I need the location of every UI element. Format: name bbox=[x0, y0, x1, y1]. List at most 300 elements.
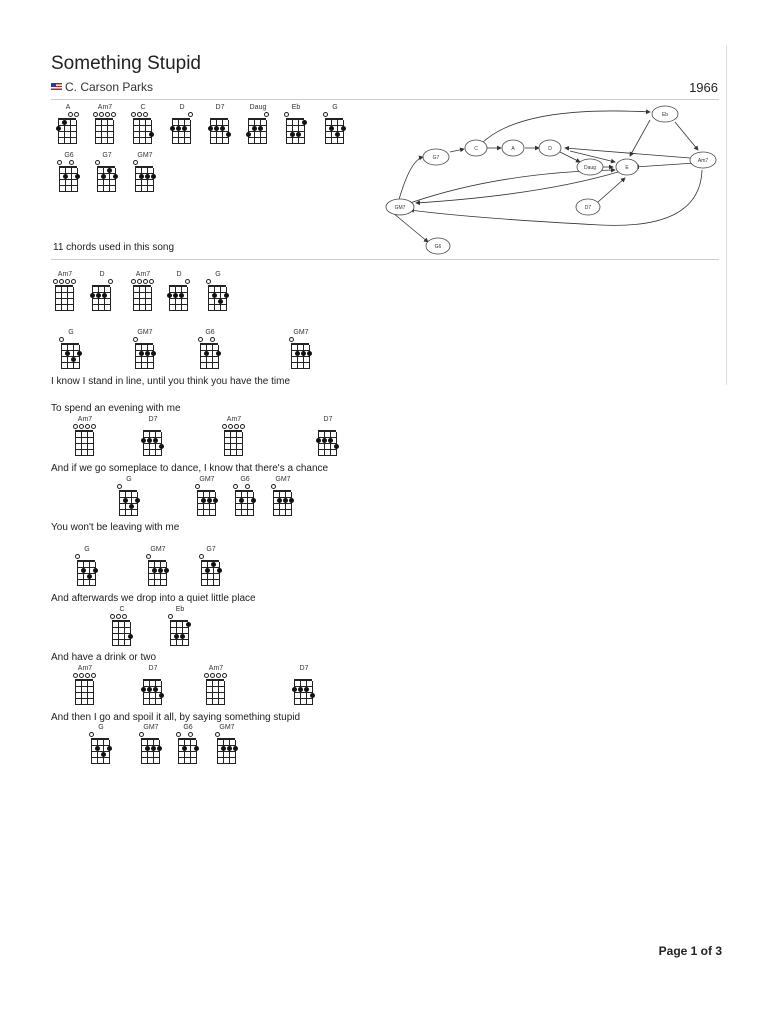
open-string-marker bbox=[284, 112, 289, 117]
diagram-node-label: Eb bbox=[661, 112, 669, 118]
chord-name: GM7 bbox=[143, 724, 159, 731]
fret-line bbox=[75, 443, 93, 444]
fret-line bbox=[112, 639, 130, 640]
finger-dot bbox=[201, 498, 206, 503]
finger-dot bbox=[141, 687, 146, 692]
finger-dot bbox=[307, 351, 312, 356]
chord-am7 bbox=[73, 415, 95, 456]
string-line bbox=[309, 345, 310, 369]
string-line bbox=[216, 120, 217, 144]
chord-name: D bbox=[179, 104, 185, 111]
fretboard bbox=[294, 679, 312, 705]
chord-gm7 bbox=[133, 151, 155, 192]
chord-am7 bbox=[93, 103, 115, 144]
fret-line bbox=[75, 437, 93, 438]
finger-dot bbox=[173, 293, 178, 298]
chord-name: Am7 bbox=[208, 665, 224, 672]
string-line bbox=[218, 345, 219, 369]
finger-dot bbox=[302, 120, 307, 125]
fretboard bbox=[235, 490, 253, 516]
fret-line bbox=[208, 298, 226, 299]
finger-dot bbox=[289, 498, 294, 503]
finger-dot bbox=[56, 126, 61, 131]
finger-dot bbox=[174, 634, 179, 639]
string-line bbox=[294, 681, 295, 705]
fret-line bbox=[248, 131, 266, 132]
string-line bbox=[178, 740, 179, 764]
string-line bbox=[203, 492, 204, 516]
open-string-marker bbox=[65, 279, 70, 284]
fret-line bbox=[170, 633, 188, 634]
open-string-marker bbox=[105, 112, 110, 117]
string-line bbox=[223, 740, 224, 764]
fretboard bbox=[224, 430, 242, 456]
string-line bbox=[196, 740, 197, 764]
chord-progression-diagram bbox=[380, 100, 725, 260]
open-string-marker bbox=[69, 160, 74, 165]
chord-am7 bbox=[73, 664, 95, 705]
open-string-marker bbox=[122, 614, 127, 619]
fret-line bbox=[112, 633, 130, 634]
string-line bbox=[273, 492, 274, 516]
fret-line bbox=[133, 310, 151, 311]
open-string-marker bbox=[99, 112, 104, 117]
chord-name: Am7 bbox=[77, 665, 93, 672]
finger-dot bbox=[128, 634, 133, 639]
fretboard bbox=[148, 560, 166, 586]
finger-dot bbox=[170, 126, 175, 131]
string-line bbox=[235, 740, 236, 764]
fretboard bbox=[206, 679, 224, 705]
fret-line bbox=[61, 356, 79, 357]
string-line bbox=[153, 740, 154, 764]
fret-line bbox=[208, 304, 226, 305]
string-line bbox=[75, 432, 76, 456]
fret-line bbox=[325, 131, 343, 132]
open-string-marker bbox=[323, 112, 328, 117]
finger-dot bbox=[139, 351, 144, 356]
string-line bbox=[242, 432, 243, 456]
finger-dot bbox=[328, 438, 333, 443]
chord-g6 bbox=[233, 475, 255, 516]
chord-g7 bbox=[95, 151, 117, 192]
chord-g bbox=[59, 328, 81, 369]
chord-name: D7 bbox=[215, 104, 225, 111]
open-string-marker bbox=[71, 279, 76, 284]
string-line bbox=[209, 492, 210, 516]
fret-line bbox=[273, 509, 291, 510]
fret-line bbox=[235, 497, 253, 498]
open-string-marker bbox=[168, 614, 173, 619]
finger-dot bbox=[221, 746, 226, 751]
fret-line bbox=[294, 704, 312, 705]
fretboard bbox=[92, 285, 110, 311]
fret-line bbox=[291, 350, 309, 351]
finger-dot bbox=[233, 746, 238, 751]
open-string-marker bbox=[93, 112, 98, 117]
fretboard bbox=[178, 738, 196, 764]
string-line bbox=[81, 432, 82, 456]
open-string-marker bbox=[228, 424, 233, 429]
fretboard bbox=[201, 560, 219, 586]
finger-dot bbox=[96, 293, 101, 298]
diagram-node-label: Daug bbox=[584, 165, 596, 171]
fret-line bbox=[248, 137, 266, 138]
open-string-marker bbox=[146, 554, 151, 559]
finger-dot bbox=[81, 568, 86, 573]
string-line bbox=[254, 120, 255, 144]
string-line bbox=[97, 740, 98, 764]
open-string-marker bbox=[185, 279, 190, 284]
string-line bbox=[159, 740, 160, 764]
string-line bbox=[197, 492, 198, 516]
fret-line bbox=[169, 292, 187, 293]
fretboard bbox=[141, 738, 159, 764]
finger-dot bbox=[159, 444, 164, 449]
string-line bbox=[77, 168, 78, 192]
open-string-marker bbox=[210, 673, 215, 678]
fret-line bbox=[135, 368, 153, 369]
open-string-marker bbox=[206, 279, 211, 284]
fret-line bbox=[141, 757, 159, 758]
open-string-marker bbox=[233, 484, 238, 489]
lyric-line-7: And then I go and spoil it all, by saying something stupid bbox=[51, 712, 301, 723]
string-line bbox=[169, 287, 170, 311]
string-line bbox=[297, 345, 298, 369]
finger-dot bbox=[205, 568, 210, 573]
open-string-marker bbox=[79, 673, 84, 678]
chord-d7 bbox=[316, 415, 338, 456]
lyric-line-4: You won't be leaving with me bbox=[51, 522, 180, 533]
diagram-nodes bbox=[386, 106, 716, 254]
string-line bbox=[178, 120, 179, 144]
finger-dot bbox=[176, 126, 181, 131]
fret-line bbox=[325, 143, 343, 144]
finger-dot bbox=[214, 126, 219, 131]
string-line bbox=[119, 492, 120, 516]
fret-line bbox=[141, 763, 159, 764]
string-line bbox=[70, 120, 71, 144]
chord-name: G bbox=[98, 724, 104, 731]
chord-name: Am7 bbox=[57, 271, 73, 278]
finger-dot bbox=[180, 634, 185, 639]
diagram-node-label: A bbox=[511, 146, 515, 152]
finger-dot bbox=[145, 746, 150, 751]
diagram-node-label: E bbox=[625, 165, 629, 171]
string-line bbox=[95, 562, 96, 586]
chords-divider bbox=[51, 259, 719, 260]
fret-line bbox=[206, 704, 224, 705]
finger-dot bbox=[277, 498, 282, 503]
fret-line bbox=[210, 143, 228, 144]
chord-name: G7 bbox=[102, 152, 112, 159]
fret-line bbox=[201, 579, 219, 580]
fret-line bbox=[224, 449, 242, 450]
open-string-marker bbox=[188, 112, 193, 117]
string-line bbox=[58, 120, 59, 144]
string-line bbox=[61, 287, 62, 311]
fret-line bbox=[273, 515, 291, 516]
chord-name: Am7 bbox=[97, 104, 113, 111]
finger-dot bbox=[304, 687, 309, 692]
open-string-marker bbox=[210, 337, 215, 342]
fret-line bbox=[197, 503, 215, 504]
chord-name: G7 bbox=[206, 546, 216, 553]
finger-dot bbox=[211, 562, 216, 567]
string-line bbox=[59, 168, 60, 192]
chord-name: G bbox=[68, 329, 74, 336]
fret-line bbox=[172, 143, 190, 144]
chord-g7 bbox=[199, 545, 221, 586]
fret-line bbox=[217, 751, 235, 752]
finger-dot bbox=[90, 293, 95, 298]
finger-dot bbox=[153, 687, 158, 692]
fret-line bbox=[143, 686, 161, 687]
string-line bbox=[147, 740, 148, 764]
string-line bbox=[98, 287, 99, 311]
string-line bbox=[291, 345, 292, 369]
string-line bbox=[149, 432, 150, 456]
string-line bbox=[77, 562, 78, 586]
string-line bbox=[208, 287, 209, 311]
finger-dot bbox=[123, 498, 128, 503]
fret-line bbox=[97, 185, 115, 186]
chord-name: GM7 bbox=[137, 152, 153, 159]
chord-name: GM7 bbox=[199, 476, 215, 483]
fret-line bbox=[201, 585, 219, 586]
finger-dot bbox=[157, 746, 162, 751]
string-line bbox=[206, 345, 207, 369]
fret-line bbox=[58, 131, 76, 132]
open-string-marker bbox=[73, 673, 78, 678]
artist-line bbox=[51, 80, 153, 94]
chord-g bbox=[117, 475, 139, 516]
open-string-marker bbox=[234, 424, 239, 429]
chord-eb bbox=[168, 605, 190, 646]
fret-line bbox=[169, 310, 187, 311]
fret-line bbox=[210, 137, 228, 138]
finger-dot bbox=[77, 351, 82, 356]
finger-dot bbox=[87, 574, 92, 579]
finger-dot bbox=[208, 126, 213, 131]
chord-name: C bbox=[140, 104, 146, 111]
finger-dot bbox=[341, 126, 346, 131]
chord-name: G bbox=[126, 476, 132, 483]
finger-dot bbox=[75, 174, 80, 179]
open-string-marker bbox=[264, 112, 269, 117]
open-string-marker bbox=[85, 673, 90, 678]
chord-gm7 bbox=[215, 723, 237, 764]
open-string-marker bbox=[74, 112, 79, 117]
fret-line bbox=[119, 497, 137, 498]
fret-line bbox=[95, 125, 113, 126]
string-line bbox=[175, 287, 176, 311]
finger-dot bbox=[329, 126, 334, 131]
finger-dot bbox=[301, 351, 306, 356]
string-line bbox=[73, 287, 74, 311]
string-line bbox=[219, 562, 220, 586]
string-line bbox=[253, 492, 254, 516]
string-line bbox=[306, 681, 307, 705]
fret-line bbox=[208, 310, 226, 311]
fret-line bbox=[119, 509, 137, 510]
finger-dot bbox=[224, 293, 229, 298]
chord-name: Am7 bbox=[226, 416, 242, 423]
finger-dot bbox=[335, 132, 340, 137]
finger-dot bbox=[194, 746, 199, 751]
string-line bbox=[133, 287, 134, 311]
fret-line bbox=[206, 698, 224, 699]
open-string-marker bbox=[59, 337, 64, 342]
fret-line bbox=[75, 704, 93, 705]
string-line bbox=[87, 432, 88, 456]
fret-line bbox=[92, 304, 110, 305]
string-line bbox=[141, 168, 142, 192]
fret-line bbox=[197, 497, 215, 498]
fret-line bbox=[148, 579, 166, 580]
diagram-node-label: G6 bbox=[434, 244, 442, 250]
fret-line bbox=[92, 292, 110, 293]
chord-eb bbox=[284, 103, 306, 144]
string-line bbox=[187, 287, 188, 311]
diagram-node-label: G7 bbox=[432, 155, 440, 161]
chord-name: Am7 bbox=[135, 271, 151, 278]
fret-line bbox=[143, 437, 161, 438]
fret-line bbox=[210, 131, 228, 132]
open-string-marker bbox=[131, 279, 136, 284]
diagram-node-label: Am7 bbox=[697, 158, 709, 164]
string-line bbox=[112, 622, 113, 646]
string-line bbox=[133, 120, 134, 144]
fret-line bbox=[135, 362, 153, 363]
chord-name: Am7 bbox=[77, 416, 93, 423]
fret-line bbox=[208, 292, 226, 293]
fretboard bbox=[291, 343, 309, 369]
string-line bbox=[101, 120, 102, 144]
string-line bbox=[279, 492, 280, 516]
open-string-marker bbox=[108, 279, 113, 284]
open-string-marker bbox=[91, 424, 96, 429]
finger-dot bbox=[101, 752, 106, 757]
string-line bbox=[147, 345, 148, 369]
fret-line bbox=[178, 751, 196, 752]
finger-dot bbox=[218, 299, 223, 304]
fret-line bbox=[95, 143, 113, 144]
fret-line bbox=[75, 698, 93, 699]
string-line bbox=[143, 432, 144, 456]
finger-dot bbox=[220, 126, 225, 131]
finger-dot bbox=[322, 438, 327, 443]
fret-line bbox=[148, 567, 166, 568]
string-line bbox=[324, 432, 325, 456]
string-line bbox=[212, 345, 213, 369]
finger-dot bbox=[102, 293, 107, 298]
string-line bbox=[118, 622, 119, 646]
string-line bbox=[151, 287, 152, 311]
finger-dot bbox=[182, 126, 187, 131]
string-line bbox=[139, 287, 140, 311]
open-string-marker bbox=[89, 732, 94, 737]
open-string-marker bbox=[216, 673, 221, 678]
chord-name: G6 bbox=[64, 152, 74, 159]
string-line bbox=[71, 168, 72, 192]
string-line bbox=[235, 492, 236, 516]
fretboard bbox=[170, 620, 188, 646]
chord-name: G6 bbox=[183, 724, 193, 731]
fret-line bbox=[294, 698, 312, 699]
fret-line bbox=[75, 692, 93, 693]
open-string-marker bbox=[176, 732, 181, 737]
chord-name: D7 bbox=[148, 416, 158, 423]
right-border bbox=[726, 45, 727, 385]
open-string-marker bbox=[245, 484, 250, 489]
fret-line bbox=[119, 515, 137, 516]
fret-line bbox=[59, 191, 77, 192]
fret-line bbox=[200, 362, 218, 363]
fret-line bbox=[133, 143, 151, 144]
fret-line bbox=[133, 292, 151, 293]
finger-dot bbox=[258, 126, 263, 131]
fret-line bbox=[170, 627, 188, 628]
string-line bbox=[325, 120, 326, 144]
open-string-marker bbox=[131, 112, 136, 117]
diagram-edges bbox=[393, 111, 702, 242]
string-line bbox=[330, 432, 331, 456]
us-flag-icon bbox=[51, 83, 62, 90]
string-line bbox=[110, 287, 111, 311]
fret-line bbox=[143, 443, 161, 444]
finger-dot bbox=[186, 622, 191, 627]
open-string-marker bbox=[68, 112, 73, 117]
fret-line bbox=[91, 757, 109, 758]
fret-line bbox=[143, 449, 161, 450]
string-line bbox=[172, 120, 173, 144]
artist-name[interactable]: C. Carson Parks bbox=[65, 80, 154, 94]
string-line bbox=[81, 681, 82, 705]
fret-line bbox=[248, 125, 266, 126]
fretboard bbox=[59, 166, 77, 192]
open-string-marker bbox=[195, 484, 200, 489]
fret-line bbox=[141, 751, 159, 752]
fret-line bbox=[59, 173, 77, 174]
string-line bbox=[170, 622, 171, 646]
chord-name: G bbox=[215, 271, 221, 278]
fret-line bbox=[133, 131, 151, 132]
fret-line bbox=[235, 503, 253, 504]
chord-name: D7 bbox=[323, 416, 333, 423]
chord-g6 bbox=[176, 723, 198, 764]
song-year: 1966 bbox=[689, 80, 718, 95]
fret-line bbox=[286, 137, 304, 138]
fret-line bbox=[143, 692, 161, 693]
finger-dot bbox=[151, 746, 156, 751]
fret-line bbox=[273, 497, 291, 498]
finger-dot bbox=[316, 438, 321, 443]
open-string-marker bbox=[59, 279, 64, 284]
string-line bbox=[229, 740, 230, 764]
fret-line bbox=[75, 449, 93, 450]
fret-line bbox=[224, 437, 242, 438]
string-line bbox=[91, 740, 92, 764]
fret-line bbox=[210, 125, 228, 126]
chord-g bbox=[206, 270, 228, 311]
fret-line bbox=[135, 185, 153, 186]
string-line bbox=[266, 120, 267, 144]
lyric-line-3: And if we go someplace to dance, I know that there's a chance bbox=[51, 463, 329, 474]
chord-name: GM7 bbox=[137, 329, 153, 336]
string-line bbox=[75, 681, 76, 705]
fretboard bbox=[95, 118, 113, 144]
